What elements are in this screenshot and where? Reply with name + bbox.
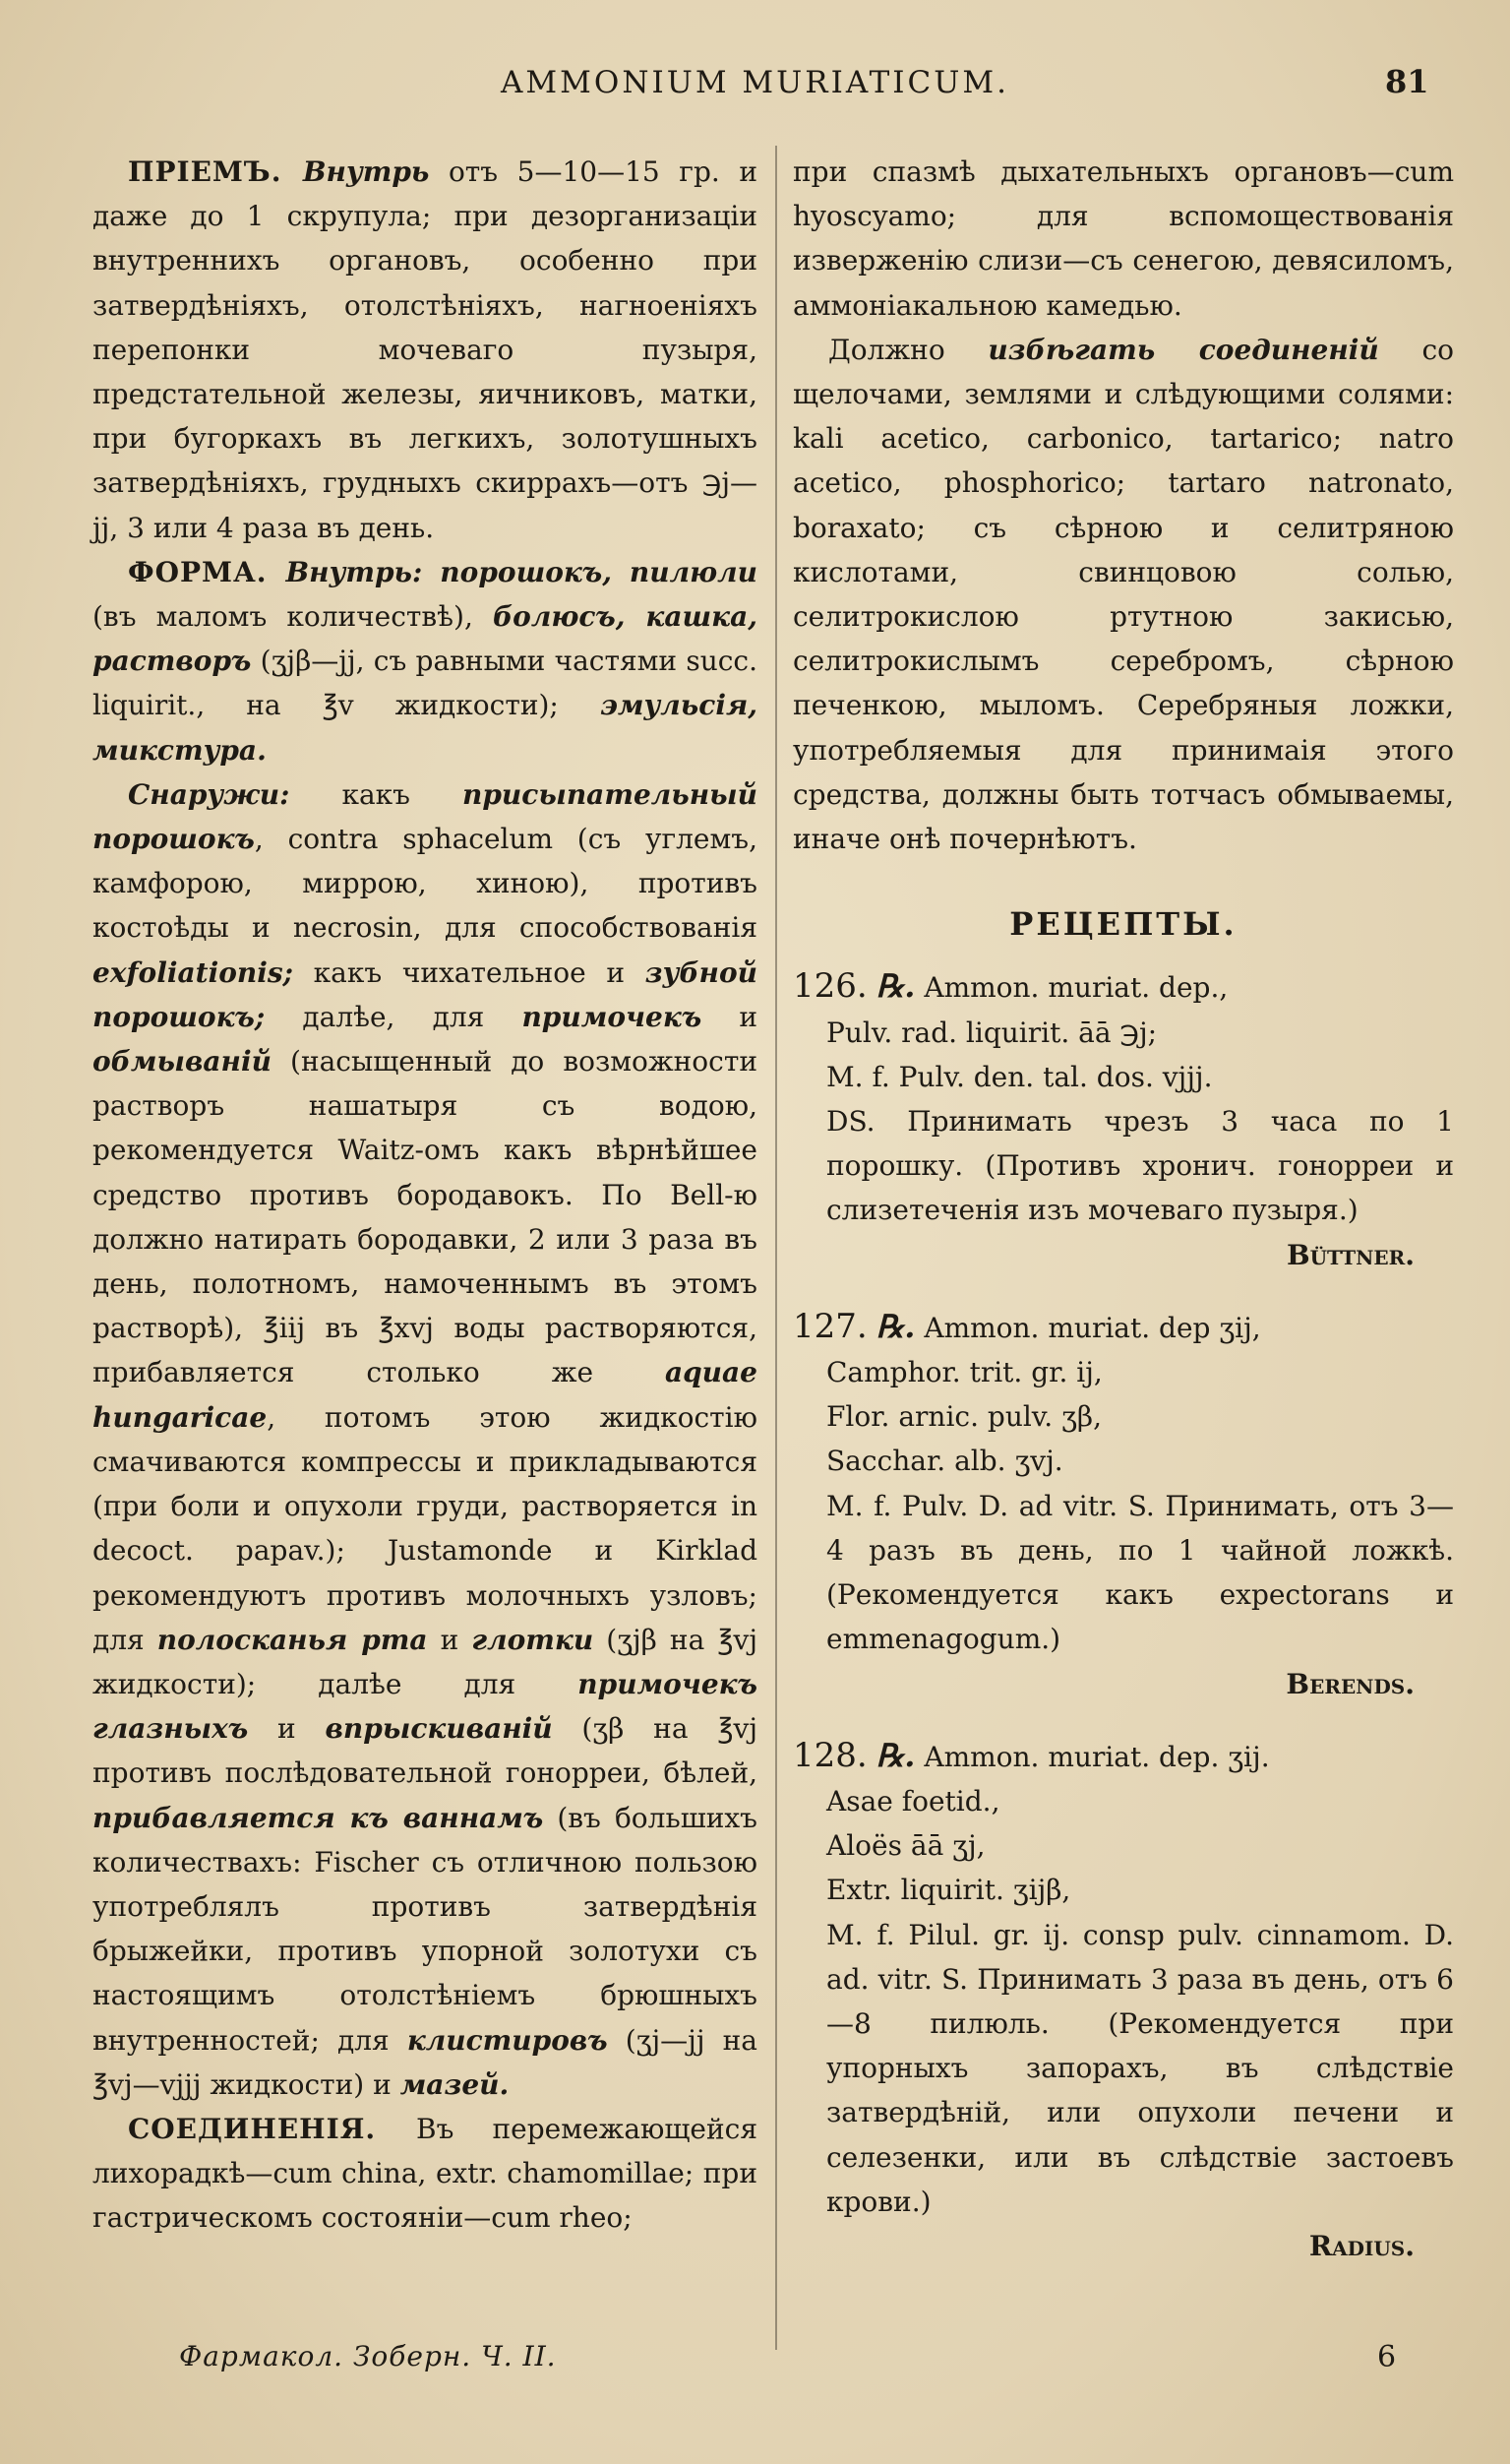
emphasized-text: Внутрь: порошокъ, пилюли [285,555,757,588]
recipe-ingredient: Ammon. muriat. dep. ʒij. [924,1740,1270,1773]
emphasized-text: избѣгать соединеній [988,333,1379,366]
section-label: СОЕДИНЕНІЯ. [128,2112,417,2145]
combinations-paragraph [92,2107,757,2241]
emphasized-text: глотки [471,1623,594,1656]
text-run: какъ чихательное и [292,955,645,989]
recipe-ingredient: Extr. liquirit. ʒijβ, [826,1874,1071,1907]
recipe-ingredient: M. f. Pulv. den. tal. dos. vjjj. [826,1060,1213,1093]
recipe-128 [793,1734,1454,2268]
emphasized-text: впрыскиваній [325,1712,553,1746]
section-label: ФОРМА. [128,555,286,588]
text-run: отъ 5—10—15 гр. и даже до 1 скрупула; при дезорганизаціи внутреннихъ органовъ, особенно при затвердѣніяхъ, отолстѣніяхъ, нагноеніяхъ перепонки мочеваго пузыря, предстательной железы, яичниковъ, матки, при бугоркахъ въ легкихъ, золотушныхъ затвердѣніяхъ, грудныхъ скиррахъ—отъ ℈j—jj, 3 или 4 раза въ день. [92,155,757,544]
recipe-first-line [793,1734,1454,1779]
emphasized-text: зубной порошокъ; [92,955,757,1033]
recipe-number: 127. [793,1306,868,1346]
text-run: и [427,1623,472,1656]
recipe-author: Radius. [1308,2229,1415,2262]
text-run: со щелочами, землями и слѣдующими солями: kali acetico, carbonico, tartarico; natro acetico, phosphorico; tartaro natronato, boraxato; съ сѣрною и селитряною кислотами, свинцовою солью, селитрокислою ртутною закисью, селитрокислымъ серебромъ, сѣрною печенкою, мыломъ. Серебряныя ложки, употребляемыя для принимаія этого средства, должны быть тотчасъ обмываемы, иначе онѣ почернѣютъ. [793,333,1454,856]
emphasized-text: полосканья рта [156,1623,428,1656]
emphasized-text: Внутрь [302,155,430,188]
combinations-continued-paragraph [793,150,1454,328]
text-run: (ʒjβ на ℥vj жидкости); далѣе для [92,1623,758,1700]
emphasized-text: прибавляется къ ваннамъ [92,1801,544,1834]
text-run: Въ перемежающейся лихорадкѣ—cum china, extr. chamomillae; при гастрическомъ состояніи—cum rheo; [92,2112,757,2235]
text-run: Должно [828,333,989,366]
recipe-ingredient: Camphor. trit. gr. ij, [826,1356,1103,1389]
column-divider [775,146,777,2350]
recipe-127 [793,1305,1454,1706]
text-run: (ʒjβ—jj, съ равными частями succ. liquirit., на ℥v жидкости); [92,645,757,722]
left-column [92,150,757,2241]
recipe-directions: M. f. Pilul. gr. ij. consp pulv. cinnamom. D. ad. vitr. S. Принимать 3 раза въ день, отъ 6—8 пилюль. (Рекомендуется при упорныхъ запорахъ, въ слѣдствіе затвердѣній, или опухоли печени и селезенки, или въ слѣдствіе застоевъ крови.) [826,1918,1454,2218]
text-run: (насыщенный до возможности растворъ нашатыря съ водою, рекомендуется Waitz-омъ какъ вѣрнѣйшее средство противъ бородавокъ. По Bell-ю должно натирать бородавки, 2 или 3 раза въ день, полотномъ, намоченнымъ въ этомъ растворѣ), ℥iij въ ℥xvj воды растворяются, прибавляется столько же [92,1045,757,1389]
recipe-number: 126. [793,966,868,1007]
text-run: (ʒj—jj на ℥vj—vjjj жидкости) и [92,2023,757,2101]
external-use-paragraph [92,772,757,2107]
emphasized-text: присыпательный порошокъ [92,777,757,856]
recipe-ingredient: Ammon. muriat. dep ʒij, [924,1311,1261,1344]
text-run: , потомъ этою жидкостію смачиваются компрессы и прикладываются (при боли и опухоли груди, растворяется in decoct. papav.); Justamonde и Kirklad рекомендуютъ противъ молочныхъ узловъ; для [92,1400,757,1656]
footer-signature: Фармакол. Зоберн. Ч. II. [179,2340,557,2372]
rx-symbol: ℞. [876,967,916,1006]
text-run: при спазмѣ дыхательныхъ органовъ—cum hyoscyamo; для вспомоществованія изверженію слизи—съ сенегою, девясиломъ, аммоніакальною камедью. [793,155,1454,322]
emphasized-text: болюсъ, кашка, растворъ [92,600,757,678]
text-run: и [701,1000,757,1033]
text-run: какъ [289,777,462,811]
right-column [793,150,1454,2296]
text-run: (ʒβ на ℥vj противъ послѣдовательной гонорреи, бѣлей, [92,1712,757,1790]
emphasized-text: aquae hungaricae [92,1356,757,1434]
recipe-directions: DS. Принимать чрезъ 3 часа по 1 порошку. (Противъ хронич. гонорреи и слизетеченія изъ мочеваго пузыря.) [826,1105,1454,1227]
recipe-first-line [793,964,1454,1010]
recipe-author: Berends. [1286,1667,1415,1700]
emphasized-text: Снаружи: [128,777,290,811]
recipe-author: Büttner. [1286,1238,1415,1271]
emphasized-text: примочекъ глазныхъ [92,1667,757,1746]
section-label: ПРІЕМЪ. [128,155,303,188]
recipe-ingredient: Asae foetid., [826,1784,1000,1817]
rx-symbol: ℞. [876,1307,916,1345]
sheet-number: 6 [1377,2340,1397,2374]
recipes-heading: РЕЦЕПТЫ. [1009,905,1238,944]
recipe-directions: M. f. Pulv. D. ad vitr. S. Принимать, отъ 3—4 разъ въ день, по 1 чайной ложкѣ. (Рекомендуется какъ expectorans и emmenagogum.) [826,1489,1454,1656]
text-run: (въ маломъ количествѣ), [92,600,493,634]
text-run: (въ большихъ количествахъ: Fischer съ отличною пользою употреблялъ противъ затвердѣнія брыжейки, противъ упорной золотухи съ настоящимъ отолстѣніемъ брюшныхъ внутренностей; для [92,1801,757,2057]
emphasized-text: обмываній [92,1045,272,1078]
text-run: далѣе, для [265,1000,522,1033]
recipe-ingredient: Flor. arnic. pulv. ʒβ, [826,1400,1102,1434]
recipe-first-line [793,1305,1454,1350]
text-run: и [248,1712,326,1746]
recipe-126 [793,964,1454,1276]
recipe-ingredient: Aloës āā ʒj, [826,1829,986,1863]
recipe-ingredient: Pulv. rad. liquirit. āā ℈j; [826,1016,1158,1049]
recipe-ingredient: Sacchar. alb. ʒvj. [826,1445,1063,1478]
dosage-paragraph [92,150,757,550]
recipe-ingredient: Ammon. muriat. dep., [924,971,1229,1005]
form-paragraph [92,550,757,772]
emphasized-text: примочекъ [521,1000,702,1033]
incompatibilities-paragraph [793,328,1454,861]
recipe-number: 128. [793,1735,868,1775]
emphasized-text: exfoliationis; [92,955,293,989]
emphasized-text: клистировъ [406,2023,608,2057]
page-number: 81 [1385,63,1429,100]
text-run: , contra sphacelum (съ углемъ, камфорою, миррою, хиною), противъ костоѣды и necrosin, для способствованія [92,823,757,945]
emphasized-text: мазей. [399,2067,510,2101]
emphasized-text: эмульсія, микстура. [92,689,757,767]
running-title: AMMONIUM MURIATICUM. [501,65,1009,100]
rx-symbol: ℞. [876,1736,916,1774]
